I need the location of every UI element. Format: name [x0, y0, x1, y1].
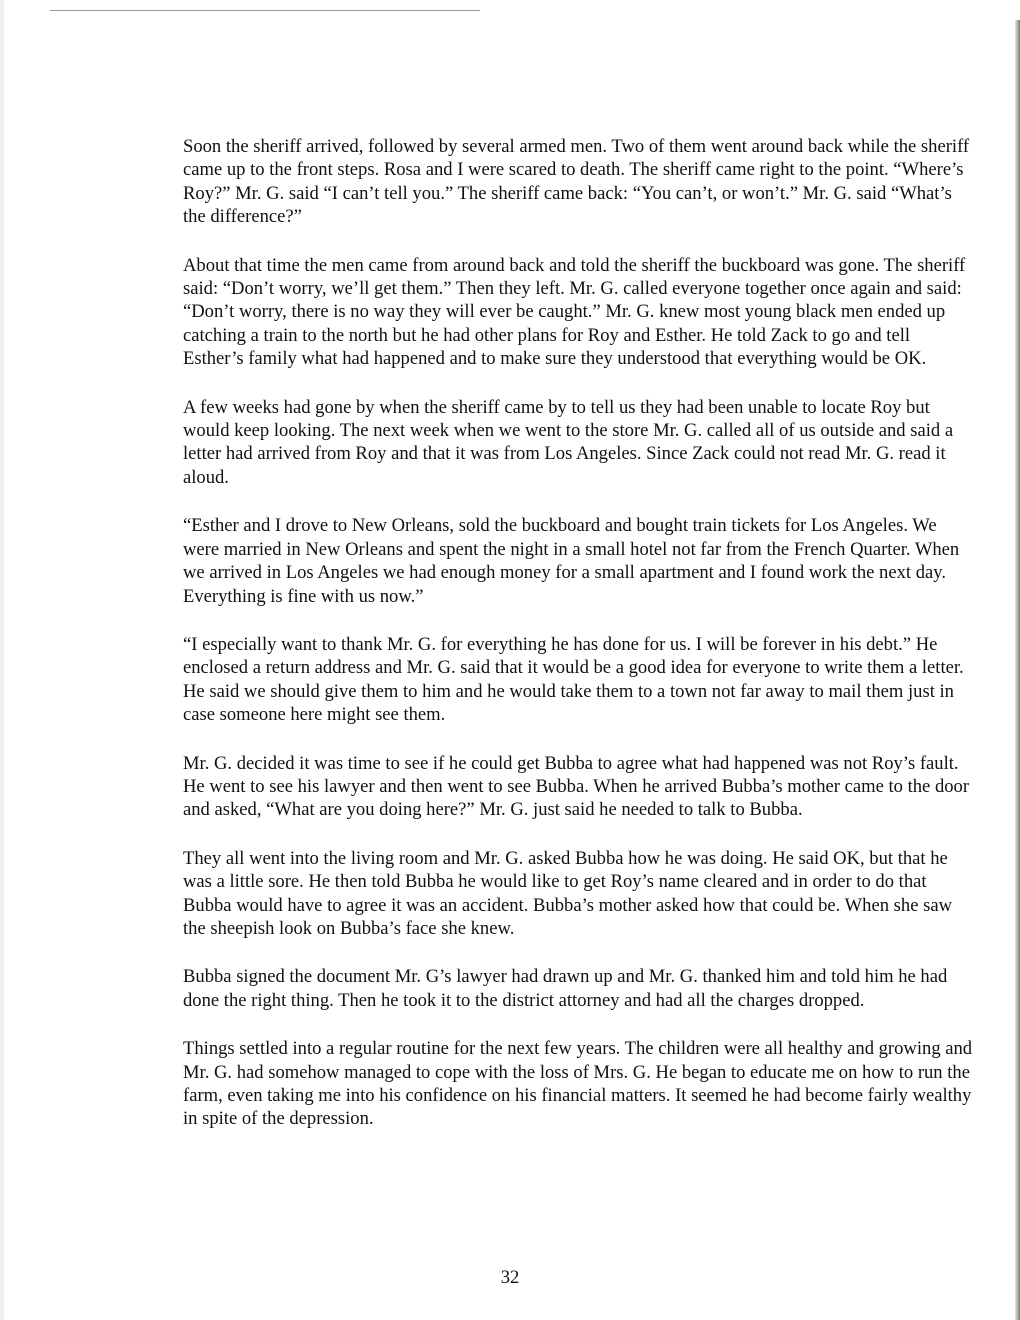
paragraph-sheriff-arrives: Soon the sheriff arrived, followed by several armed men. Two of them went around back while the sheriff came up to the front steps. Rosa and I were scared to death. The sheriff came right to the point. “Where’s Roy?” Mr. G. said “I can’t tell you.” The sheriff came back: “You can’t, or won’t.” Mr. G. said “What’s the difference?” — [183, 136, 970, 228]
paragraph-thanks-letter: “I especially want to thank Mr. G. for everything he has done for us. I will be forever in his debt.” He enclosed a return address and Mr. G. said that it would be a good idea for everyone to write them a letter. He said we should give them to him and he would take them to a town not far away to mail them just in case someone here might see them. — [183, 633, 964, 726]
scan-edge-left — [0, 0, 4, 1320]
paragraph-document-signed: Bubba signed the document Mr. G’s lawyer had drawn up and Mr. G. thanked him and told him he had done the right thing. Then he took it to the district attorney and had all the charges dropped. — [183, 966, 948, 1011]
scan-artifact-line — [50, 10, 480, 11]
page-number: 32 — [500, 1267, 520, 1288]
paragraph-letter-arrives: A few weeks had gone by when the sheriff came by to tell us they had been unable to locate Roy but would keep looking. The next week when we went to the store Mr. G. called all of us outside and said a letter had arrived from Roy and that it was from Los Angeles. Since Zack could not read Mr. G. read it aloud. — [183, 396, 954, 488]
paragraph-routine: Things settled into a regular routine for the next few years. The children were all healthy and growing and Mr. G. had somehow managed to cope with the loss of Mrs. G. He began to educate me on how to run the farm, even taking me into his confidence on his financial matters. It seemed he had become fairly wealthy in spite of the depression. — [183, 1038, 973, 1130]
paragraph-buckboard-gone: About that time the men came from around back and told the sheriff the buckboard was gone. The sheriff said: “Don’t worry, we’ll get them.” Then they left. Mr. G. called everyone together once again and said: “Don’t worry, there is no way they will ever be caught.” Mr. G. knew most young black men ended up catching a train to the north but he had other plans for Roy and Esther. He told Zack to go and tell Esther’s family what had happened and to make sure they understood that everything would be OK. — [183, 254, 966, 370]
page-body — [183, 135, 973, 1156]
paragraph-letter-text: “Esther and I drove to New Orleans, sold the buckboard and bought train tickets for Los Angeles. We were married in New Orleans and spent the night in a small hotel not far from the French Quarter. When we arrived in Los Angeles we had enough money for a small apartment and I found work the next day. Everything is fine with us now.” — [183, 515, 960, 607]
scan-edge-right — [1015, 20, 1020, 1320]
paragraph-visit-bubba: Mr. G. decided it was time to see if he could get Bubba to agree what had happened was not Roy’s fault. He went to see his lawyer and then went to see Bubba. When he arrived Bubba’s mother came to the door and asked, “What are you doing here?” Mr. G. just said he needed to talk to Bubba. — [183, 752, 970, 821]
paragraph-living-room: They all went into the living room and Mr. G. asked Bubba how he was doing. He said OK, but that he was a little sore. He then told Bubba he would like to get Roy’s name cleared and in order to do that Bubba would have to agree it was an accident. Bubba’s mother asked how that could be. When she saw the sheepish look on Bubba’s face she knew. — [183, 847, 953, 939]
